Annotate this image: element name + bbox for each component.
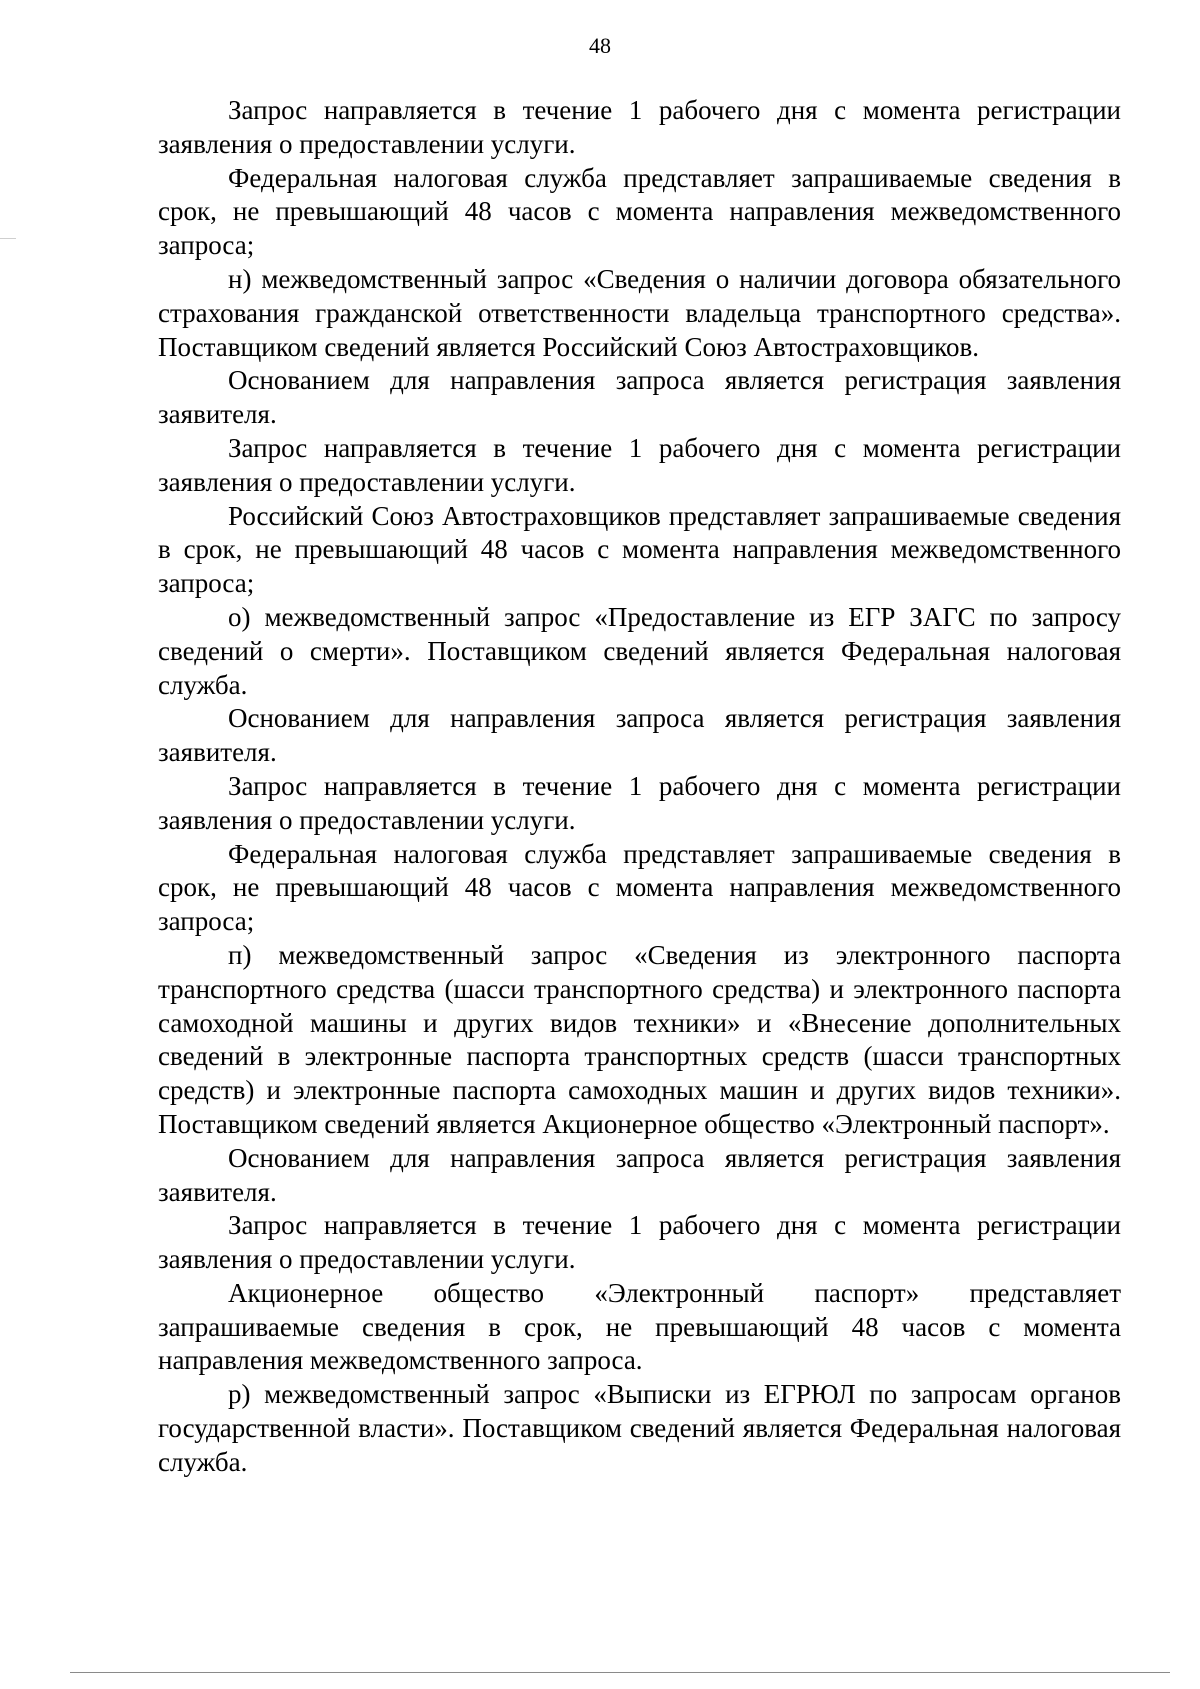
paragraph: р) межведомственный запрос «Выписки из ЕГРЮЛ по запросам органов государственной власти». Поставщиком сведений является Федеральная налоговая служба. xyxy=(158,1379,1121,1477)
paragraph: Основанием для направления запроса является регистрация заявления заявителя. xyxy=(158,703,1121,768)
footer-rule xyxy=(70,1672,1170,1673)
paragraph: Запрос направляется в течение 1 рабочего дня с момента регистрации заявления о предоставлении услуги. xyxy=(158,432,1121,497)
paragraph: Запрос направляется в течение 1 рабочего дня с момента регистрации заявления о предоставлении услуги. xyxy=(158,95,1121,159)
paragraph: Акционерное общество «Электронный паспорт» представляет запрашиваемые сведения в срок, не превышающий 48 часов с момента направления межведомственного запроса. xyxy=(158,1277,1121,1376)
page-number: 48 xyxy=(589,33,611,58)
paragraph: Основанием для направления запроса является регистрация заявления заявителя. xyxy=(158,365,1121,430)
scan-margin-mark xyxy=(0,238,16,239)
paragraph: Запрос направляется в течение 1 рабочего дня с момента регистрации заявления о предоставлении услуги. xyxy=(158,1210,1121,1275)
paragraph: о) межведомственный запрос «Предоставление из ЕГР ЗАГС по запросу сведений о смерти». Поставщиком сведений является Федеральная налоговая служба. xyxy=(158,601,1121,700)
paragraph: Федеральная налоговая служба представляет запрашиваемые сведения в срок, не превышающий 48 часов с момента направления межведомственного запроса; xyxy=(158,162,1121,261)
paragraph: н) межведомственный запрос «Сведения о наличии договора обязательного страхования гражданской ответственности владельца транспортного средства». Поставщиком сведений является Российский Союз Автостраховщиков. xyxy=(158,263,1121,362)
paragraph: Запрос направляется в течение 1 рабочего дня с момента регистрации заявления о предоставлении услуги. xyxy=(158,770,1121,835)
document-body xyxy=(158,94,1121,1480)
paragraph: п) межведомственный запрос «Сведения из электронного паспорта транспортного средства (шасси транспортного средства) и электронного паспорта самоходной машины и других видов техники» и «Внесение дополнительных сведений в электронные паспорта транспортных средств (шасси транспортных средств) и электронные паспорта самоходных машин и других видов техники». Поставщиком сведений является Акционерное общество «Электронный паспорт». xyxy=(158,939,1121,1139)
paragraph: Основанием для направления запроса является регистрация заявления заявителя. xyxy=(158,1142,1121,1207)
paragraph: Российский Союз Автостраховщиков представляет запрашиваемые сведения в срок, не превышающий 48 часов с момента направления межведомственного запроса; xyxy=(158,500,1121,599)
paragraph: Федеральная налоговая служба представляет запрашиваемые сведения в срок, не превышающий 48 часов с момента направления межведомственного запроса; xyxy=(158,838,1121,937)
